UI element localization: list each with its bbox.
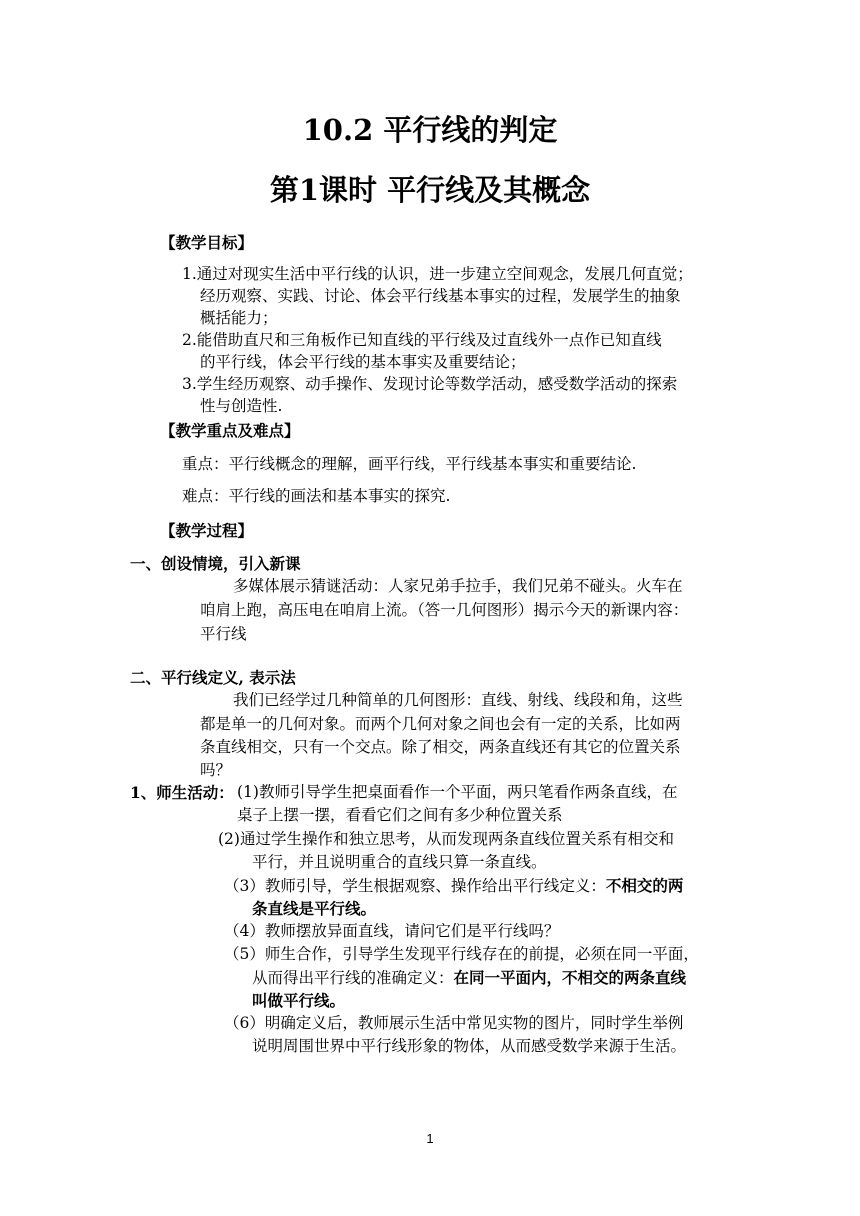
activity-2-line-2: 平行，并且说明重合的直线只算一条直线。 bbox=[252, 853, 547, 871]
sub-title: 第1课时 平行线及其概念 bbox=[269, 173, 591, 207]
activity-heading: 1、师生活动： bbox=[130, 783, 234, 802]
activity-6-line-2: 说明周围世界中平行线形象的物体，从而感受数学来源于生活。 bbox=[252, 1037, 687, 1055]
activity-1-line-2: 桌子上摆一摆，看看它们之间有多少种位置关系 bbox=[237, 806, 563, 824]
activity-3-line-1 bbox=[224, 875, 683, 897]
part2-heading: 二、平行线定义, 表示法 bbox=[130, 668, 296, 687]
section-objectives-heading: 【教学目标】 bbox=[160, 233, 254, 252]
objective-1-line-3: 概括能力； bbox=[200, 309, 278, 327]
activity-5-line-2 bbox=[252, 967, 686, 989]
page-number: 1 bbox=[426, 1131, 434, 1146]
part2-line-1: 我们已经学过几种简单的几何图形：直线、射线、线段和角，这些 bbox=[233, 691, 683, 709]
difficulty-text: 难点：平行线的画法和基本事实的探究. bbox=[182, 487, 451, 505]
activity-3-line-2: 条直线是平行线。 bbox=[252, 899, 377, 918]
objective-3-line-2: 性与创造性. bbox=[200, 397, 283, 415]
objective-1-line-1: 1.通过对现实生活中平行线的认识，进一步建立空间观念，发展几何直觉； bbox=[182, 265, 693, 283]
objective-2-line-2: 的平行线，体会平行线的基本事实及重要结论； bbox=[200, 353, 526, 371]
activity-3-normal-text: （3）教师引导，学生根据观察、操作给出平行线定义： bbox=[224, 877, 606, 895]
activity-1-line-1: (1)教师引导学生把桌面看作一个平面，两只笔看作两条直线，在 bbox=[237, 783, 678, 801]
activity-4-line: （4）教师摆放异面直线，请问它们是平行线吗？ bbox=[224, 922, 560, 940]
part1-heading: 一、创设情境，引入新课 bbox=[130, 554, 301, 573]
activity-5-line-1: （5）师生合作，引导学生发现平行线存在的前提，必须在同一平面， bbox=[224, 945, 699, 963]
part1-line-3: 平行线 bbox=[200, 625, 247, 643]
objective-3-line-1: 3.学生经历观察、动手操作、发现讨论等数学活动，感受数学活动的探索 bbox=[182, 375, 678, 393]
part1-line-1: 多媒体展示猜谜活动：人家兄弟手拉手，我们兄弟不碰头。火车在 bbox=[233, 577, 683, 595]
section-process-heading: 【教学过程】 bbox=[160, 521, 254, 540]
keypoint-text: 重点：平行线概念的理解，画平行线，平行线基本事实和重要结论. bbox=[182, 455, 637, 473]
activity-5-normal-text: 从而得出平行线的准确定义： bbox=[252, 969, 454, 987]
part2-line-2: 都是单一的几何对象。而两个几何对象之间也会有一定的关系，比如两 bbox=[200, 715, 681, 733]
activity-6-line-1: （6）明确定义后，教师展示生活中常见实物的图片，同时学生举例 bbox=[224, 1014, 684, 1032]
part1-line-2: 咱肩上跑，高压电在咱肩上流。（答一几何图形）揭示今天的新课内容： bbox=[200, 601, 689, 619]
activity-3-bold-text: 不相交的两 bbox=[605, 876, 684, 895]
section-keypoints-heading: 【教学重点及难点】 bbox=[160, 421, 300, 440]
main-title: 10.2 平行线的判定 bbox=[302, 113, 558, 147]
activity-5-line-3: 叫做平行线。 bbox=[252, 991, 346, 1010]
objective-1-line-2: 经历观察、实践、讨论、体会平行线基本事实的过程，发展学生的抽象 bbox=[200, 287, 681, 305]
activity-5-bold-text: 在同一平面内，不相交的两条直线 bbox=[453, 968, 687, 987]
objective-2-line-1: 2.能借助直尺和三角板作已知直线的平行线及过直线外一点作已知直线 bbox=[182, 331, 662, 349]
part2-line-4: 吗？ bbox=[200, 761, 232, 779]
part2-line-3: 条直线相交，只有一个交点。除了相交，两条直线还有其它的位置关系 bbox=[200, 738, 681, 756]
activity-2-line-1: (2)通过学生操作和独立思考，从而发现两条直线位置关系有相交和 bbox=[218, 830, 674, 848]
